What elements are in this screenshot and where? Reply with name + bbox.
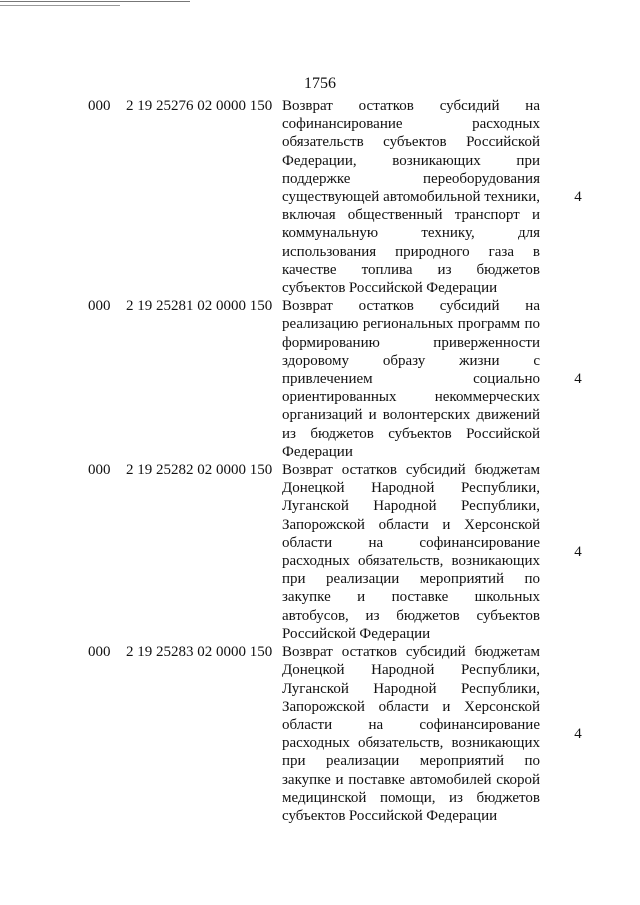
table-row — [0, 97, 640, 297]
table-row — [0, 461, 640, 643]
admin-code: 000 — [88, 298, 111, 315]
admin-code: 000 — [88, 462, 111, 479]
amount-value: 4 — [574, 371, 582, 388]
header-rule-short — [0, 5, 120, 6]
income-code: 2 19 25282 02 0000 150 — [126, 462, 273, 479]
header-rule — [0, 1, 190, 2]
income-description: Возврат остатков субсидий на софинансирование расходных обязательств субъектов Российской Федерации, возникающих при поддержке переоборудования существующей автомобильной техники, включая общественный транспорт и коммунальную технику, для использования природного газа в качестве топлива из бюджетов субъектов Российской Федерации — [282, 98, 540, 297]
amount-value: 4 — [574, 544, 582, 561]
income-code: 2 19 25281 02 0000 150 — [126, 298, 273, 315]
income-description: Возврат остатков субсидий бюджетам Донецкой Народной Республики, Луганской Народной Республики, Запорожской области и Херсонской области на софинансирование расходных обязательств, возникающих при реализации мероприятий по закупке и поставке автомобилей скорой медицинской помощи, из бюджетов субъектов Российской Федерации — [282, 644, 540, 824]
income-description: Возврат остатков субсидий бюджетам Донецкой Народной Республики, Луганской Народной Республики, Запорожской области и Херсонской области на софинансирование расходных обязательств, возникающих при реализации мероприятий по закупке и поставке школьных автобусов, из бюджетов субъектов Российской Федерации — [282, 462, 540, 642]
amount-value: 4 — [574, 726, 582, 743]
table-row — [0, 643, 640, 825]
page-number: 1756 — [304, 75, 336, 92]
table-row — [0, 297, 640, 461]
income-code: 2 19 25283 02 0000 150 — [126, 644, 273, 661]
amount-value: 4 — [574, 189, 582, 206]
budget-code-table — [0, 97, 640, 825]
admin-code: 000 — [88, 644, 111, 661]
income-code: 2 19 25276 02 0000 150 — [126, 98, 273, 114]
admin-code: 000 — [88, 98, 111, 114]
income-description: Возврат остатков субсидий на реализацию региональных программ по формированию приверженности здоровому образу жизни с привлечением социально ориентированных некоммерческих организаций и волонтерских движений из бюджетов субъектов Российской Федерации — [282, 298, 540, 460]
